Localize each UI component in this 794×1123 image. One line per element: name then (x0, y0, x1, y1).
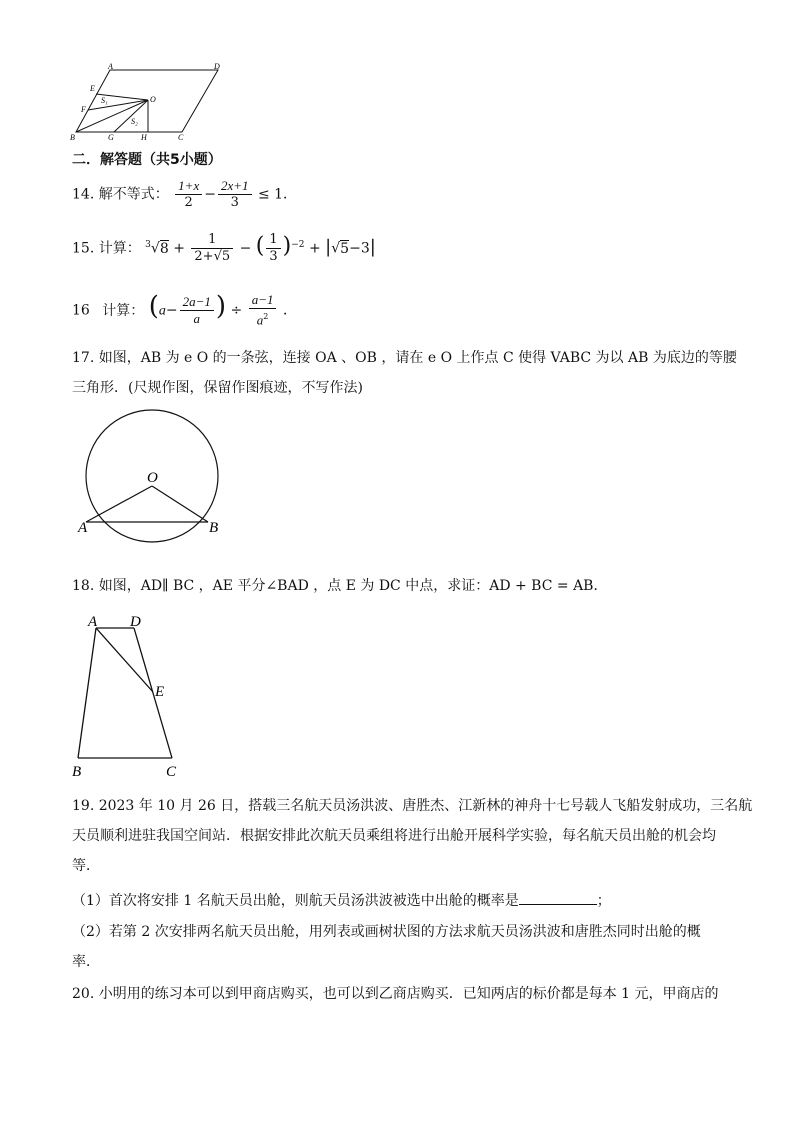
label-D: D (214, 62, 220, 71)
q16-fraction-2: $\frac{a-1}{a^2}$ (249, 292, 277, 329)
circle-figure (74, 408, 234, 544)
question-19-line-2: 天员顺利进驻我国空间站．根据安排此次航天员乘组将进行出舱开展科学实验，每名航天员出舱的机会均 (72, 828, 716, 844)
trapezoid-figure (68, 610, 188, 780)
question-19-line-1: 19. 2023 年 10 月 26 日，搭载三名航天员汤洪波、唐胜杰、江新林的神舟十七号载人飞船发射成功，三名航 (72, 798, 753, 814)
label-C: C (178, 133, 184, 142)
circle-label-O: O (147, 470, 158, 486)
label-O: O (150, 95, 156, 104)
q16-fraction-1: $\frac{2a-1}{a}$ (180, 294, 214, 327)
label-F: F (81, 105, 86, 114)
trapezoid-label-E: E (155, 684, 165, 700)
parallelogram-figure (68, 62, 228, 142)
label-G: G (108, 133, 114, 142)
q14-fraction-2: $\frac{2x+1}{3}$ (218, 178, 252, 211)
q16-prefix: 计算： (102, 302, 145, 319)
section-heading: 二．解答题（共5小题） (72, 152, 222, 168)
question-16: 16 计算： (a− $\frac{2a-1}{a}$ ) ÷ $\frac{a-1}{a^2}$ ． (72, 291, 297, 328)
q14-fraction-1: $\frac{1+x}{2}$ (175, 178, 202, 211)
circle-label-A: A (78, 520, 88, 536)
question-19-part-1: （1）首次将安排 1 名航天员出舱，则航天员汤洪波被选中出舱的概率是 ； (72, 890, 611, 911)
question-19-part-2-line-2: 率． (72, 954, 100, 970)
q14-prefix: 解不等式： (98, 186, 169, 203)
q14-tail: ≤ 1． (257, 186, 298, 203)
label-H: H (141, 133, 147, 142)
label-B: B (70, 133, 75, 142)
trapezoid-label-A: A (88, 614, 98, 630)
question-19-line-3: 等． (72, 858, 100, 874)
question-19-part-2-line-1: （2）若第 2 次安排两名航天员出舱，用列表或画树状图的方法求航天员汤洪波和唐胜杰同时出舱的概 (72, 924, 701, 940)
question-15: 15. 计算： $^3$√8 + $\frac{1}{2+√5}$ − ( $\frac{1}{3}$ )$^{-2}$ + |√5−3| (72, 232, 376, 264)
q16-number: 16 (72, 302, 90, 319)
label-S2: S₂ (131, 117, 138, 126)
trapezoid-label-C: C (166, 764, 177, 780)
circle-label-B: B (209, 520, 219, 536)
q15-prefix: 计算： (98, 240, 141, 257)
label-S1: S₁ (101, 96, 108, 105)
label-A: A (108, 62, 113, 71)
answer-blank (519, 890, 597, 905)
q15-number: 15. (72, 240, 95, 257)
trapezoid-label-B: B (72, 764, 82, 780)
trapezoid-label-D: D (130, 614, 141, 630)
q14-number: 14. (72, 186, 95, 203)
question-20-line-1: 20. 小明用的练习本可以到甲商店购买，也可以到乙商店购买．已知两店的标价都是每本 1 元，甲商店的 (72, 986, 719, 1002)
q15-paren-fraction: $\frac{1}{3}$ (266, 232, 280, 265)
question-14: 14. 解不等式： $\frac{1+x}{2}$ − $\frac{2x+1}{3}$ ≤ 1． (72, 178, 298, 210)
question-17-line-1: 17. 如图，AB 为 e O 的一条弦，连接 OA 、OB ，请在 e O 上作点 C 使得 VABC 为以 AB 为底边的等腰 (72, 350, 737, 366)
q15-fraction: $\frac{1}{2+√5}$ (191, 232, 233, 265)
label-E: E (90, 84, 95, 93)
question-17-line-2: 三角形．(尺规作图，保留作图痕迹，不写作法) (72, 380, 363, 396)
question-18: 18. 如图，AD∥ BC ，AE 平分∠BAD ，点 E 为 DC 中点，求证：AD + BC = AB． (72, 578, 608, 594)
